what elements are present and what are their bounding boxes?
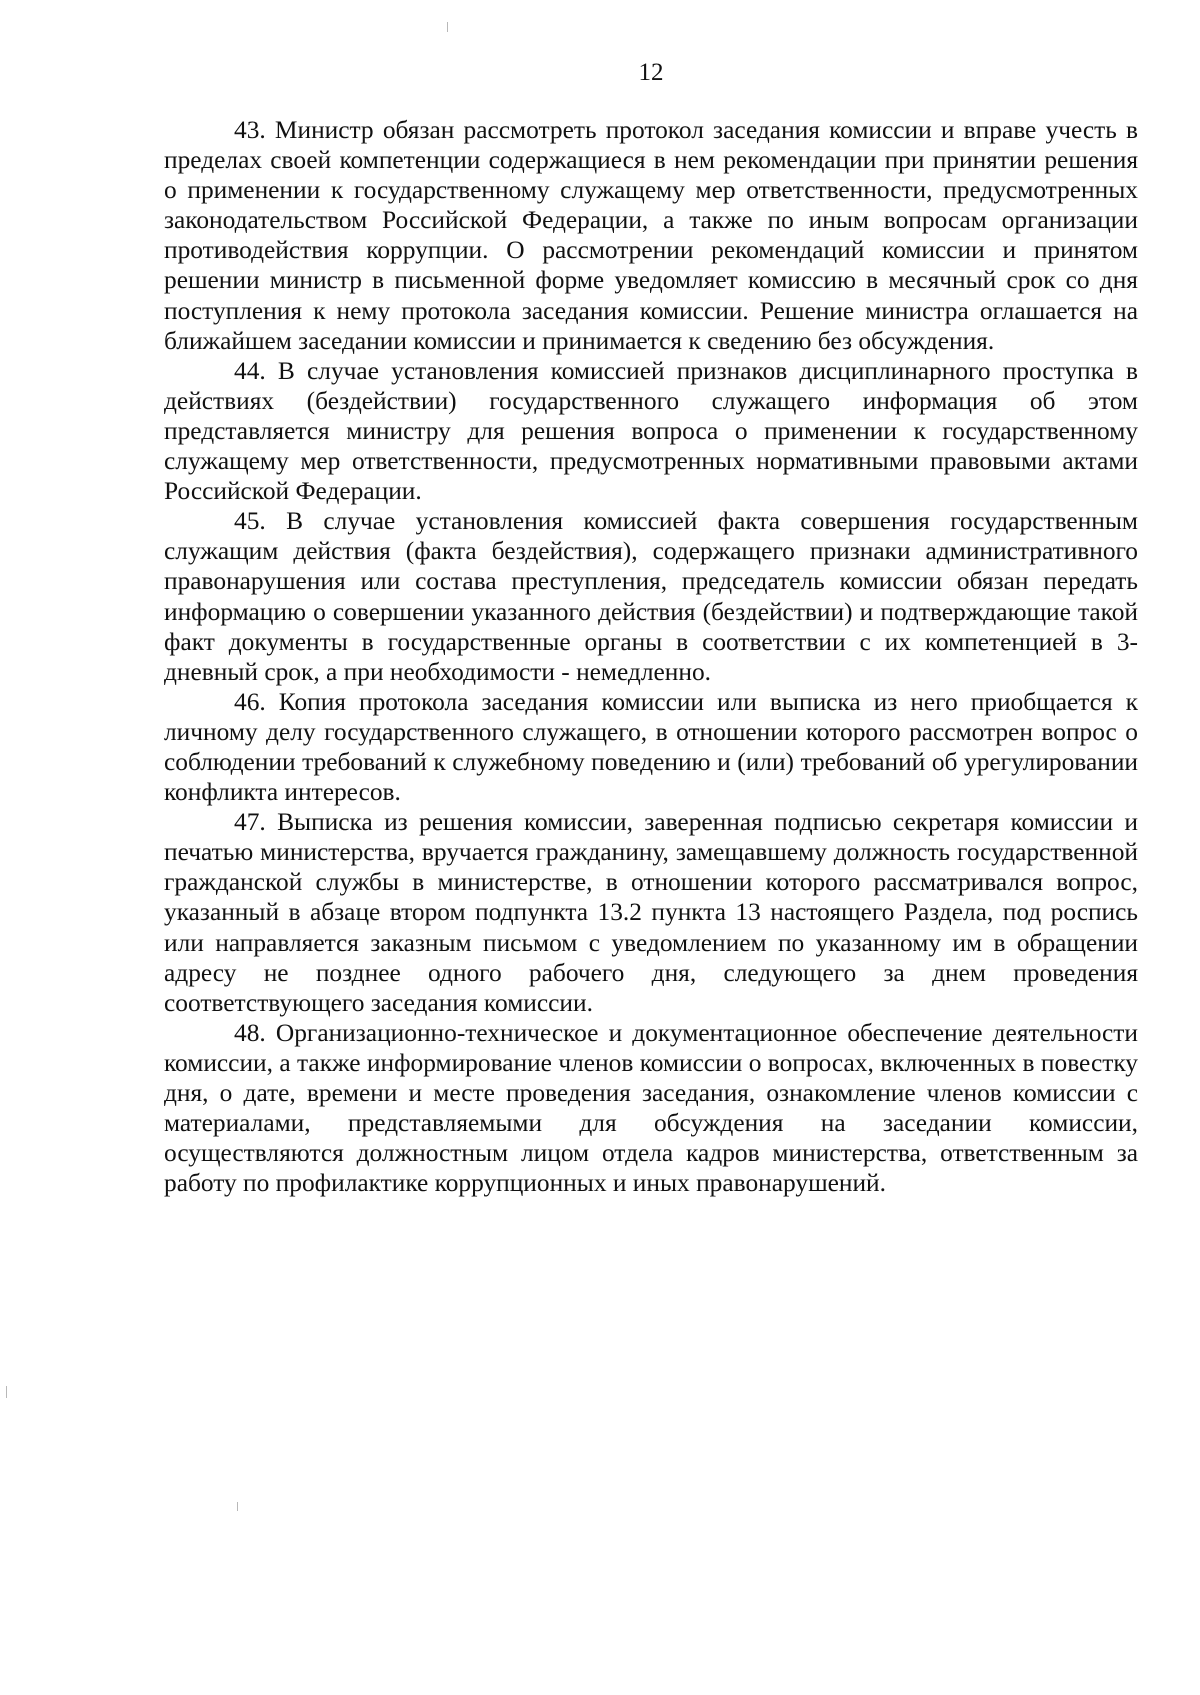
paragraph-45: 45. В случае установления комиссией факта совершения государственным служащим действия (факта бездействия), содержащего признаки административного правонарушения или состава преступления, председатель комиссии обязан передать информацию о совершении указанного действия (бездействии) и подтверждающие такой факт документы в государственные органы в соответствии с их компетенцией в 3-дневный срок, а при необходимости - немедленно. (164, 507, 1138, 686)
paragraph-44: 44. В случае установления комиссией признаков дисциплинарного проступка в действиях (бездействии) государственного служащего информация об этом представляется министру для решения вопроса о применении к государственному служащему мер ответственности, предусмотренных нормативными правовыми актами Российской Федерации. (164, 356, 1138, 506)
paragraph-43: 43. Министр обязан рассмотреть протокол заседания комиссии и вправе учесть в пределах своей компетенции содержащиеся в нем рекомендации при принятии решения о применении к государственному служащему мер ответственности, предусмотренных законодательством Российской Федерации, а также по иным вопросам организации противодействия коррупции. О рассмотрении рекомендаций комиссии и принятом решении министр в письменной форме уведомляет комиссию в месячный срок со дня поступления к нему протокола заседания комиссии. Решение министра оглашается на ближайшем заседании комиссии и принимается к сведению без обсуждения. (164, 116, 1138, 355)
scan-speck (6, 1386, 7, 1398)
document-body (164, 115, 1138, 1198)
paragraph-47: 47. Выписка из решения комиссии, заверенная подписью секретаря комиссии и печатью министерства, вручается гражданину, замещавшему должность государственной гражданской службы в министерстве, в отношении которого рассматривался вопрос, указанный в абзаце втором подпункта 13.2 пункта 13 настоящего Раздела, под роспись или направляется заказным письмом с уведомлением по указанному им в обращении адресу не позднее одного рабочего дня, следующего за днем проведения соответствующего заседания комиссии. (164, 808, 1138, 1017)
scan-speck (447, 22, 448, 32)
paragraph-46: 46. Копия протокола заседания комиссии или выписка из него приобщается к личному делу государственного служащего, в отношении которого рассмотрен вопрос о соблюдении требований к служебному поведению и (или) требований об урегулировании конфликта интересов. (164, 687, 1138, 807)
paragraph-48: 48. Организационно-техническое и документационное обеспечение деятельности комиссии, а также информирование членов комиссии о вопросах, включенных в повестку дня, о дате, времени и месте проведения заседания, ознакомление членов комиссии с материалами, представляемыми для обсуждения на заседании комиссии, осуществляются должностным лицом отдела кадров министерства, ответственным за работу по профилактике коррупционных и иных правонарушений. (164, 1018, 1138, 1198)
page-number: 12 (638, 59, 664, 86)
scan-speck (237, 1502, 238, 1511)
